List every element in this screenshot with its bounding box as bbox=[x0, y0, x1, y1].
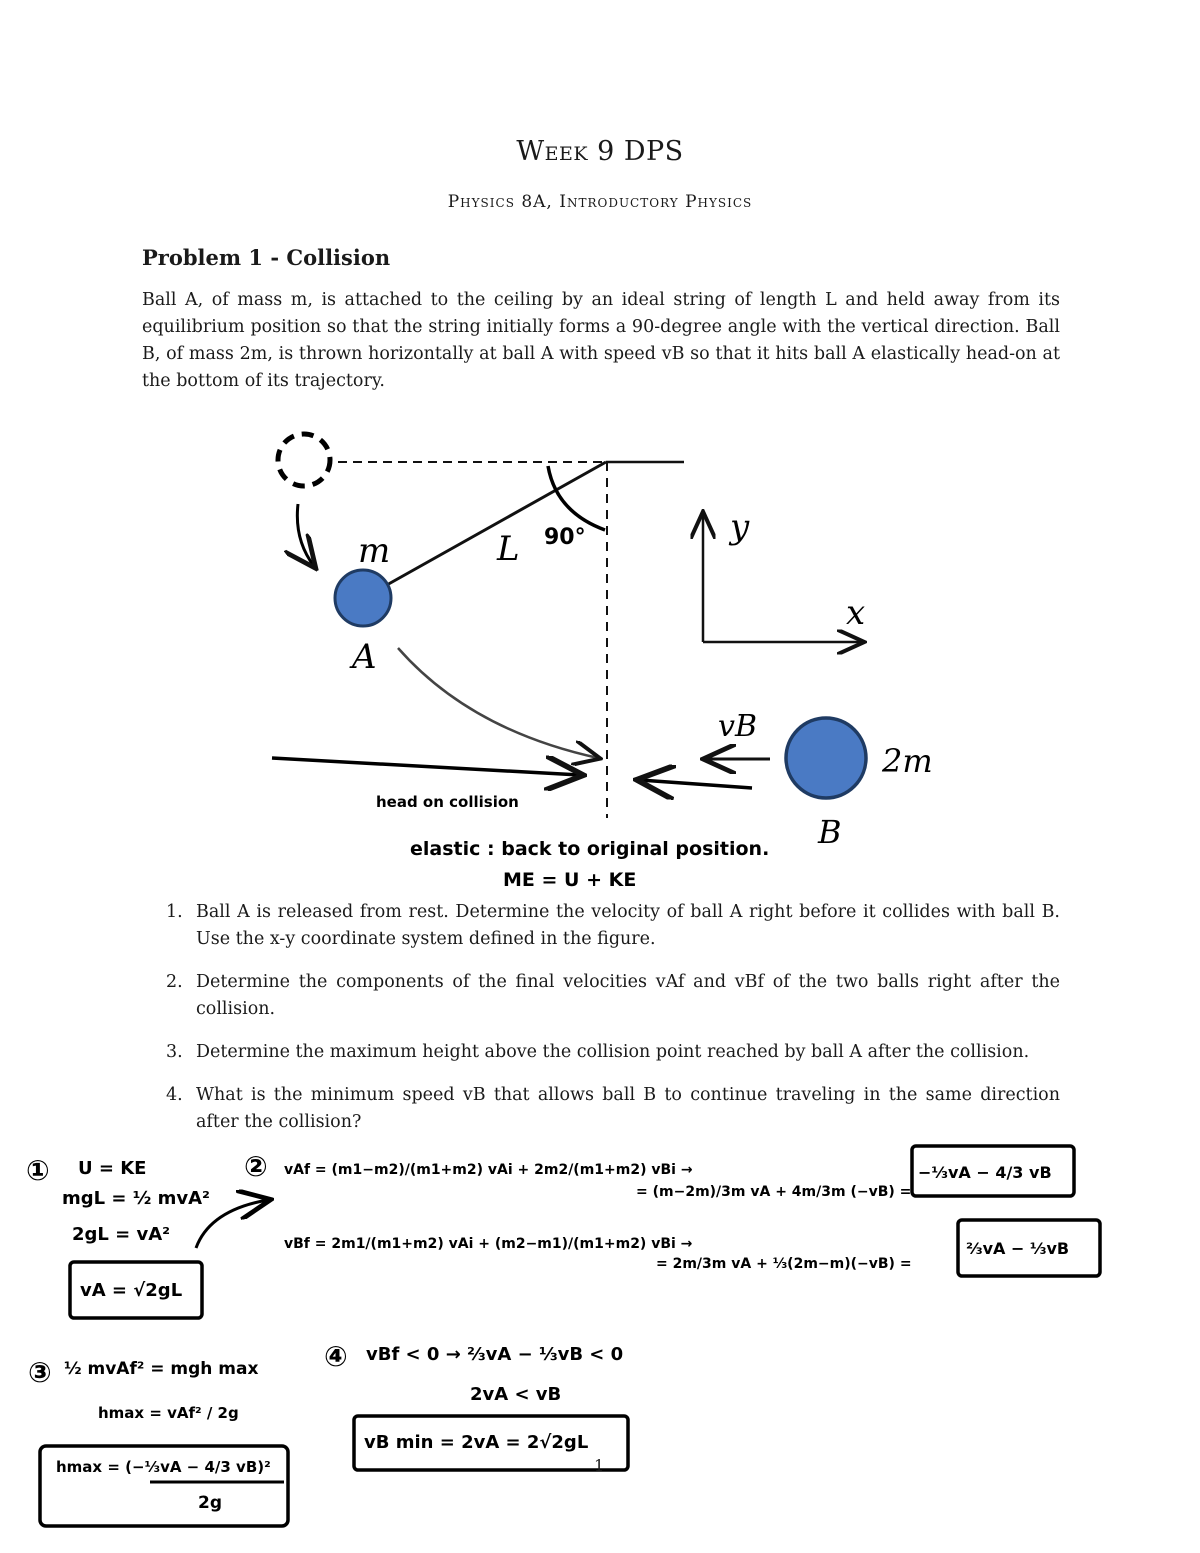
s1-answer: vA = √2gL bbox=[80, 1280, 183, 1301]
label-b: B bbox=[818, 813, 842, 851]
s4-line2: 2vA < vB bbox=[470, 1384, 562, 1405]
s3-marker: ③ bbox=[28, 1356, 52, 1389]
s1-marker: ① bbox=[26, 1154, 50, 1187]
s2-a-mid: = (m−2m)/3m vA + 4m/3m (−vB) = bbox=[636, 1184, 912, 1200]
s4-marker: ④ bbox=[324, 1340, 348, 1373]
question-2: 2. Determine the components of the final velocities vAf and vBf of the two balls right after the collision. bbox=[166, 972, 1060, 1019]
s2-a-answer: −⅓vA − 4/3 vB bbox=[918, 1163, 1052, 1182]
note-elastic: elastic : back to original position. bbox=[410, 838, 770, 860]
question-1: 1. Ball A is released from rest. Determine the velocity of ball A right before it collides with ball B. Use the x-y coordinate system defined in the figure. bbox=[166, 902, 1060, 949]
label-l: L bbox=[497, 529, 520, 569]
s3-line1: ½ mvAf² = mgh max bbox=[64, 1359, 259, 1379]
label-vb: vB bbox=[718, 709, 757, 744]
s2-b-answer: ⅔vA − ⅓vB bbox=[966, 1239, 1070, 1258]
label-m: m bbox=[358, 531, 391, 571]
note-energy: ME = U + KE bbox=[503, 869, 637, 891]
s1-line1: U = KE bbox=[78, 1158, 147, 1179]
s2-marker: ② bbox=[244, 1150, 268, 1183]
s2-a-lhs: vAf = (m1−m2)/(m1+m2) vAi + 2m2/(m1+m2) vBi → bbox=[284, 1162, 693, 1178]
s3-answer-den: 2g bbox=[198, 1493, 222, 1513]
s4-answer: vB min = 2vA = 2√2gL bbox=[364, 1432, 589, 1453]
label-angle: 90° bbox=[544, 525, 586, 550]
label-y: y bbox=[730, 507, 750, 547]
label-a: A bbox=[352, 637, 377, 677]
page-title: Week 9 DPS bbox=[516, 136, 684, 167]
s3-answer-num: hmax = (−⅓vA − 4/3 vB)² bbox=[56, 1458, 271, 1476]
problem-heading: Problem 1 - Collision bbox=[142, 245, 391, 270]
s1-line2: mgL = ½ mvA² bbox=[62, 1188, 210, 1209]
s1-line3: 2gL = vA² bbox=[72, 1224, 171, 1245]
s3-line2: hmax = vAf² / 2g bbox=[98, 1404, 239, 1422]
s2-b-mid: = 2m/3m vA + ⅓(2m−m)(−vB) = bbox=[656, 1256, 912, 1272]
note-collision: head on collision bbox=[376, 793, 519, 811]
label-x: x bbox=[846, 593, 866, 633]
question-4: 4. What is the minimum speed vB that allows ball B to continue traveling in the same direction after the collision? bbox=[166, 1085, 1060, 1132]
question-3: 3. Determine the maximum height above the collision point reached by ball A after the collision. bbox=[166, 1042, 1030, 1062]
page-number: 1 bbox=[594, 1456, 605, 1475]
s2-b-lhs: vBf = 2m1/(m1+m2) vAi + (m2−m1)/(m1+m2) vBi → bbox=[284, 1236, 693, 1252]
course-subtitle: Physics 8A, Introductory Physics bbox=[447, 192, 753, 212]
s4-line1: vBf < 0 → ⅔vA − ⅓vB < 0 bbox=[366, 1344, 624, 1365]
label-2m: 2m bbox=[882, 742, 933, 780]
problem-text: Ball A, of mass m, is attached to the ceiling by an ideal string of length L and held away from its equilibrium position so that the string initially forms a 90-degree angle with the vertical direction. Ball B, of mass 2m, is thrown horizontally at ball A with speed vB so that it hits ball A elastically head-on at the bottom of its trajectory. bbox=[142, 290, 1060, 391]
